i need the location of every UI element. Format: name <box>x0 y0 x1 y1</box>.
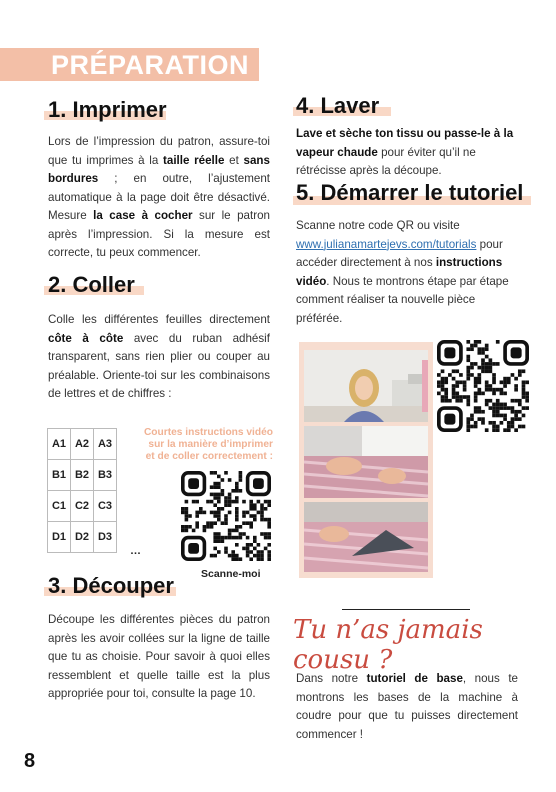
grid-more: … <box>130 545 141 557</box>
video-note: Courtes instructions vidéo sur la manière d’imprimer et de coller correctement : <box>143 427 273 462</box>
script-heading: Tu n’as jamais cousu ? <box>293 615 483 675</box>
grid-cell: D1 <box>48 522 71 553</box>
sewing-machine-photo <box>304 426 428 498</box>
presenter-photo <box>304 350 428 422</box>
print-paragraph: Lors de l’impression du patron, assure-toi que tu imprimes à la taille réelle et sans bordures ; en outre, l’ajustement automatique à la page doit être désactivé. Mesure la case à cocher sur le patron après l’impression. Si la mesure est correcte, tu peux commencer. <box>48 135 270 259</box>
tutorial-paragraph: Scanne notre code QR ou visite www.julianamartejevs.com/tutorials pour accéder directement à nos instructions vidéo. Nous te montrons étape par étape comment réaliser ta nouvelle pièce préférée. <box>296 219 509 325</box>
grid-cell: B1 <box>48 460 71 491</box>
heading-glue: 2. Coller <box>48 272 135 297</box>
cut-paragraph: Découpe les différentes pièces du patron après les avoir collées sur la ligne de taille que tu as choisie. Pour savoir à quoi elles ressemblent et quelle taille est la plus appropriée pour toi, consulte la page 10. <box>48 613 270 700</box>
heading-cut: 3. Découper <box>48 573 174 598</box>
ironing-photo <box>304 502 428 572</box>
page-title: PRÉPARATION <box>51 50 250 80</box>
qr-code-icon[interactable] <box>181 471 271 561</box>
tile-grid <box>47 428 117 553</box>
heading-tutorial: 5. Démarrer le tutoriel <box>296 180 524 205</box>
grid-cell: B2 <box>71 460 94 491</box>
grid-cell: C3 <box>94 491 117 522</box>
grid-cell: B3 <box>94 460 117 491</box>
grid-cell: A1 <box>48 429 71 460</box>
heading-wash: 4. Laver <box>296 93 380 118</box>
grid-cell: D3 <box>94 522 117 553</box>
heading-print: 1. Imprimer <box>48 97 167 122</box>
section-divider <box>342 609 470 610</box>
grid-cell: C2 <box>71 491 94 522</box>
grid-cell: C1 <box>48 491 71 522</box>
wash-paragraph: Lave et sèche ton tissu ou passe-le à la vapeur chaude pour éviter qu’il ne rétrécisse après la découpe. <box>296 127 514 177</box>
page-number: 8 <box>24 750 36 772</box>
photo-collage <box>299 342 433 578</box>
basics-paragraph: Dans notre tutoriel de base, nous te montrons les bases de la machine à coudre pour que tu puisses directement commencer ! <box>296 672 518 741</box>
grid-cell: D2 <box>71 522 94 553</box>
tutorial-link[interactable]: www.julianamartejevs.com/tutorials <box>296 237 477 251</box>
grid-cell: A3 <box>94 429 117 460</box>
grid-cell: A2 <box>71 429 94 460</box>
scan-me-label: Scanne-moi <box>201 568 261 580</box>
glue-paragraph: Colle les différentes feuilles directement côte à côte avec du ruban adhésif transparent, sans rien plier ou couper au préalable. Oriente-toi sur les combinaisons de lettres et de chiffres : <box>48 313 270 400</box>
qr-code-icon[interactable] <box>437 340 529 432</box>
